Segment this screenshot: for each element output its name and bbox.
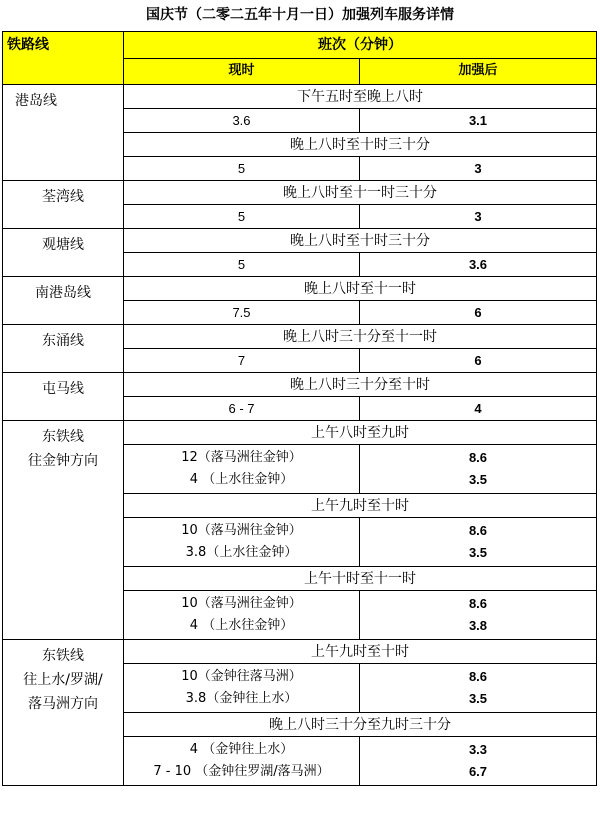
current-frequency-b: 3.8（上水往金钟） xyxy=(185,545,298,560)
page-title: 国庆节（二零二五年十月一日）加强列车服务详情 xyxy=(146,7,454,23)
current-frequency xyxy=(124,518,360,567)
line-name-part: 东铁线 xyxy=(42,648,84,664)
enhanced-frequency: 3.1 xyxy=(360,109,597,133)
time-period: 上午九时至十时 xyxy=(124,494,597,518)
enhanced-frequency xyxy=(360,518,597,567)
current-frequency xyxy=(124,737,360,786)
enhanced-frequency: 4 xyxy=(360,397,597,421)
time-period: 下午五时至晚上八时 xyxy=(124,85,597,109)
table-row xyxy=(3,181,597,205)
current-frequency-a: 10（金钟往落马洲） xyxy=(181,669,302,684)
current-frequency xyxy=(124,591,360,640)
current-frequency-b: 7 - 10 （金钟往罗湖/落马洲） xyxy=(153,764,330,779)
line-direction: 往金钟方向 xyxy=(28,453,98,469)
header-rail-line: 铁路线 xyxy=(3,32,124,85)
enhanced-frequency-a: 8.6 xyxy=(468,596,488,611)
current-frequency: 7.5 xyxy=(124,301,360,325)
line-name xyxy=(3,640,124,786)
current-frequency: 5 xyxy=(124,253,360,277)
enhanced-frequency xyxy=(360,664,597,713)
enhanced-frequency-a: 8.6 xyxy=(468,669,488,684)
current-frequency-b: 4 （上水往金钟） xyxy=(189,472,294,487)
table-row xyxy=(3,640,597,664)
time-period: 晚上八时至十时三十分 xyxy=(124,229,597,253)
table-row xyxy=(3,277,597,301)
time-period: 晚上八时至十一时三十分 xyxy=(124,181,597,205)
line-name: 荃湾线 xyxy=(3,181,124,229)
enhanced-frequency-b: 3.8 xyxy=(468,618,488,633)
enhanced-frequency: 3.6 xyxy=(360,253,597,277)
table-row xyxy=(3,85,597,109)
line-name: 观塘线 xyxy=(3,229,124,277)
time-period: 晚上八时三十分至九时三十分 xyxy=(124,713,597,737)
enhanced-frequency-b: 3.5 xyxy=(468,691,488,706)
enhanced-frequency-b: 3.5 xyxy=(468,472,488,487)
time-period: 上午八时至九时 xyxy=(124,421,597,445)
current-frequency: 7 xyxy=(124,349,360,373)
current-frequency xyxy=(124,664,360,713)
header-enhanced: 加强后 xyxy=(360,58,597,85)
line-name-part: 东铁线 xyxy=(42,429,84,445)
service-table xyxy=(2,31,597,786)
enhanced-frequency: 3 xyxy=(360,205,597,229)
time-period: 晚上八时至十一时 xyxy=(124,277,597,301)
current-frequency: 5 xyxy=(124,205,360,229)
time-period: 上午十时至十一时 xyxy=(124,567,597,591)
table-row xyxy=(3,373,597,397)
current-frequency: 5 xyxy=(124,157,360,181)
current-frequency xyxy=(124,445,360,494)
line-name: 屯马线 xyxy=(3,373,124,421)
time-period: 晚上八时至十时三十分 xyxy=(124,133,597,157)
line-direction: 往上水/罗湖/ xyxy=(23,672,103,688)
enhanced-frequency-a: 8.6 xyxy=(468,523,488,538)
current-frequency-a: 4 （金钟往上水） xyxy=(189,742,294,757)
enhanced-frequency-a: 3.3 xyxy=(468,742,488,757)
enhanced-frequency: 6 xyxy=(360,349,597,373)
time-period: 晚上八时三十分至十一时 xyxy=(124,325,597,349)
enhanced-frequency-b: 3.5 xyxy=(468,545,488,560)
current-frequency-a: 10（落马洲往金钟） xyxy=(181,523,302,538)
table-row xyxy=(3,229,597,253)
line-name: 南港岛线 xyxy=(3,277,124,325)
line-name: 东涌线 xyxy=(3,325,124,373)
enhanced-frequency xyxy=(360,737,597,786)
enhanced-frequency xyxy=(360,591,597,640)
line-direction: 落马洲方向 xyxy=(28,696,98,712)
header-frequency: 班次（分钟） xyxy=(124,32,597,59)
current-frequency: 3.6 xyxy=(124,109,360,133)
line-name: 港岛线 xyxy=(3,85,124,181)
enhanced-frequency xyxy=(360,445,597,494)
header-current: 现时 xyxy=(124,58,360,85)
current-frequency-a: 12（落马洲往金钟） xyxy=(181,450,302,465)
current-frequency-b: 3.8（金钟往上水） xyxy=(185,691,298,706)
table-row xyxy=(3,421,597,445)
enhanced-frequency-a: 8.6 xyxy=(468,450,488,465)
current-frequency-a: 10（落马洲往金钟） xyxy=(181,596,302,611)
enhanced-frequency-b: 6.7 xyxy=(468,764,488,779)
enhanced-frequency: 3 xyxy=(360,157,597,181)
table-row xyxy=(3,325,597,349)
line-name xyxy=(3,421,124,640)
time-period: 晚上八时三十分至十时 xyxy=(124,373,597,397)
time-period: 上午九时至十时 xyxy=(124,640,597,664)
enhanced-frequency: 6 xyxy=(360,301,597,325)
current-frequency-b: 4 （上水往金钟） xyxy=(189,618,294,633)
current-frequency: 6 - 7 xyxy=(124,397,360,421)
